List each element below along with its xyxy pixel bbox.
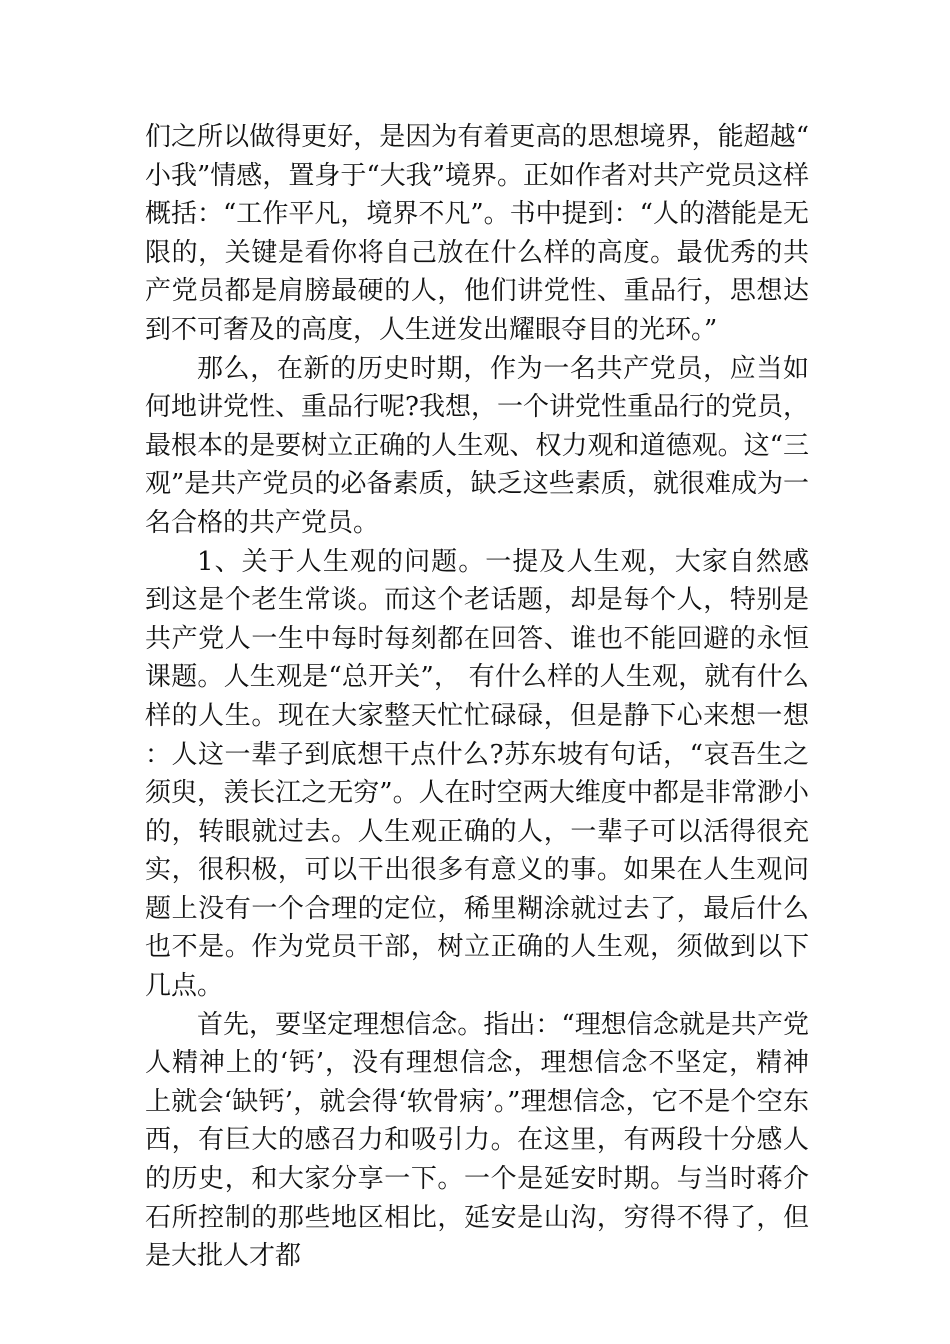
paragraph-1: 们之所以做得更好，是因为有着更高的思想境界，能超越“小我”情感，置身于“大我”境界。正如作者对共产党员这样概括：“工作平凡，境界不凡”。书中提到：“人的潜能是无限的，关键是看你将自己放在什么样的高度。最优秀的共产党员都是肩膀最硬的人，他们讲党性、重品行，思想达到不可奢及的高度，人生迸发出耀眼夺目的光环。” [145, 122, 809, 345]
paragraph-4: 首先，要坚定理想信念。指出：“理想信念就是共产党人精神上的‘钙’，没有理想信念，理想信念不坚定，精神上就会‘缺钙’，就会得‘软骨病’。”理想信念，它不是个空东西，有巨大的感召力和吸引力。在这里，有两段十分感人的历史，和大家分享一下。一个是延安时期。与当时蒋介石所控制的那些地区相比，延安是山沟，穷得不得了，但是大批人才都 [145, 1009, 809, 1272]
paragraph-2: 那么，在新的历史时期，作为一名共产党员，应当如何地讲党性、重品行呢?我想，一个讲党性重品行的党员，最根本的是要树立正确的人生观、权力观和道德观。这“三观”是共产党员的必备素质，缺乏这些素质，就很难成为一名合格的共产党员。 [145, 353, 809, 538]
document-page [145, 118, 809, 1276]
paragraph-3: 1、关于人生观的问题。一提及人生观，大家自然感到这是个老生常谈。而这个老话题，却是每个人，特别是共产党人一生中每时每刻都在回答、谁也不能回避的永恒课题。人生观是“总开关”， 有什么样的人生观，就有什么样的人生。现在大家整天忙忙碌碌，但是静下心来想一想：人这一辈子到底想干点什么?苏东坡有句话，“哀吾生之须臾，羡长江之无穷”。人在时空两大维度中都是非常渺小的，转眼就过去。人生观正确的人，一辈子可以活得很充实，很积极，可以干出很多有意义的事。如果在人生观问题上没有一个合理的定位，稀里糊涂就过去了，最后什么也不是。作为党员干部，树立正确的人生观，须做到以下几点。 [145, 546, 809, 1002]
